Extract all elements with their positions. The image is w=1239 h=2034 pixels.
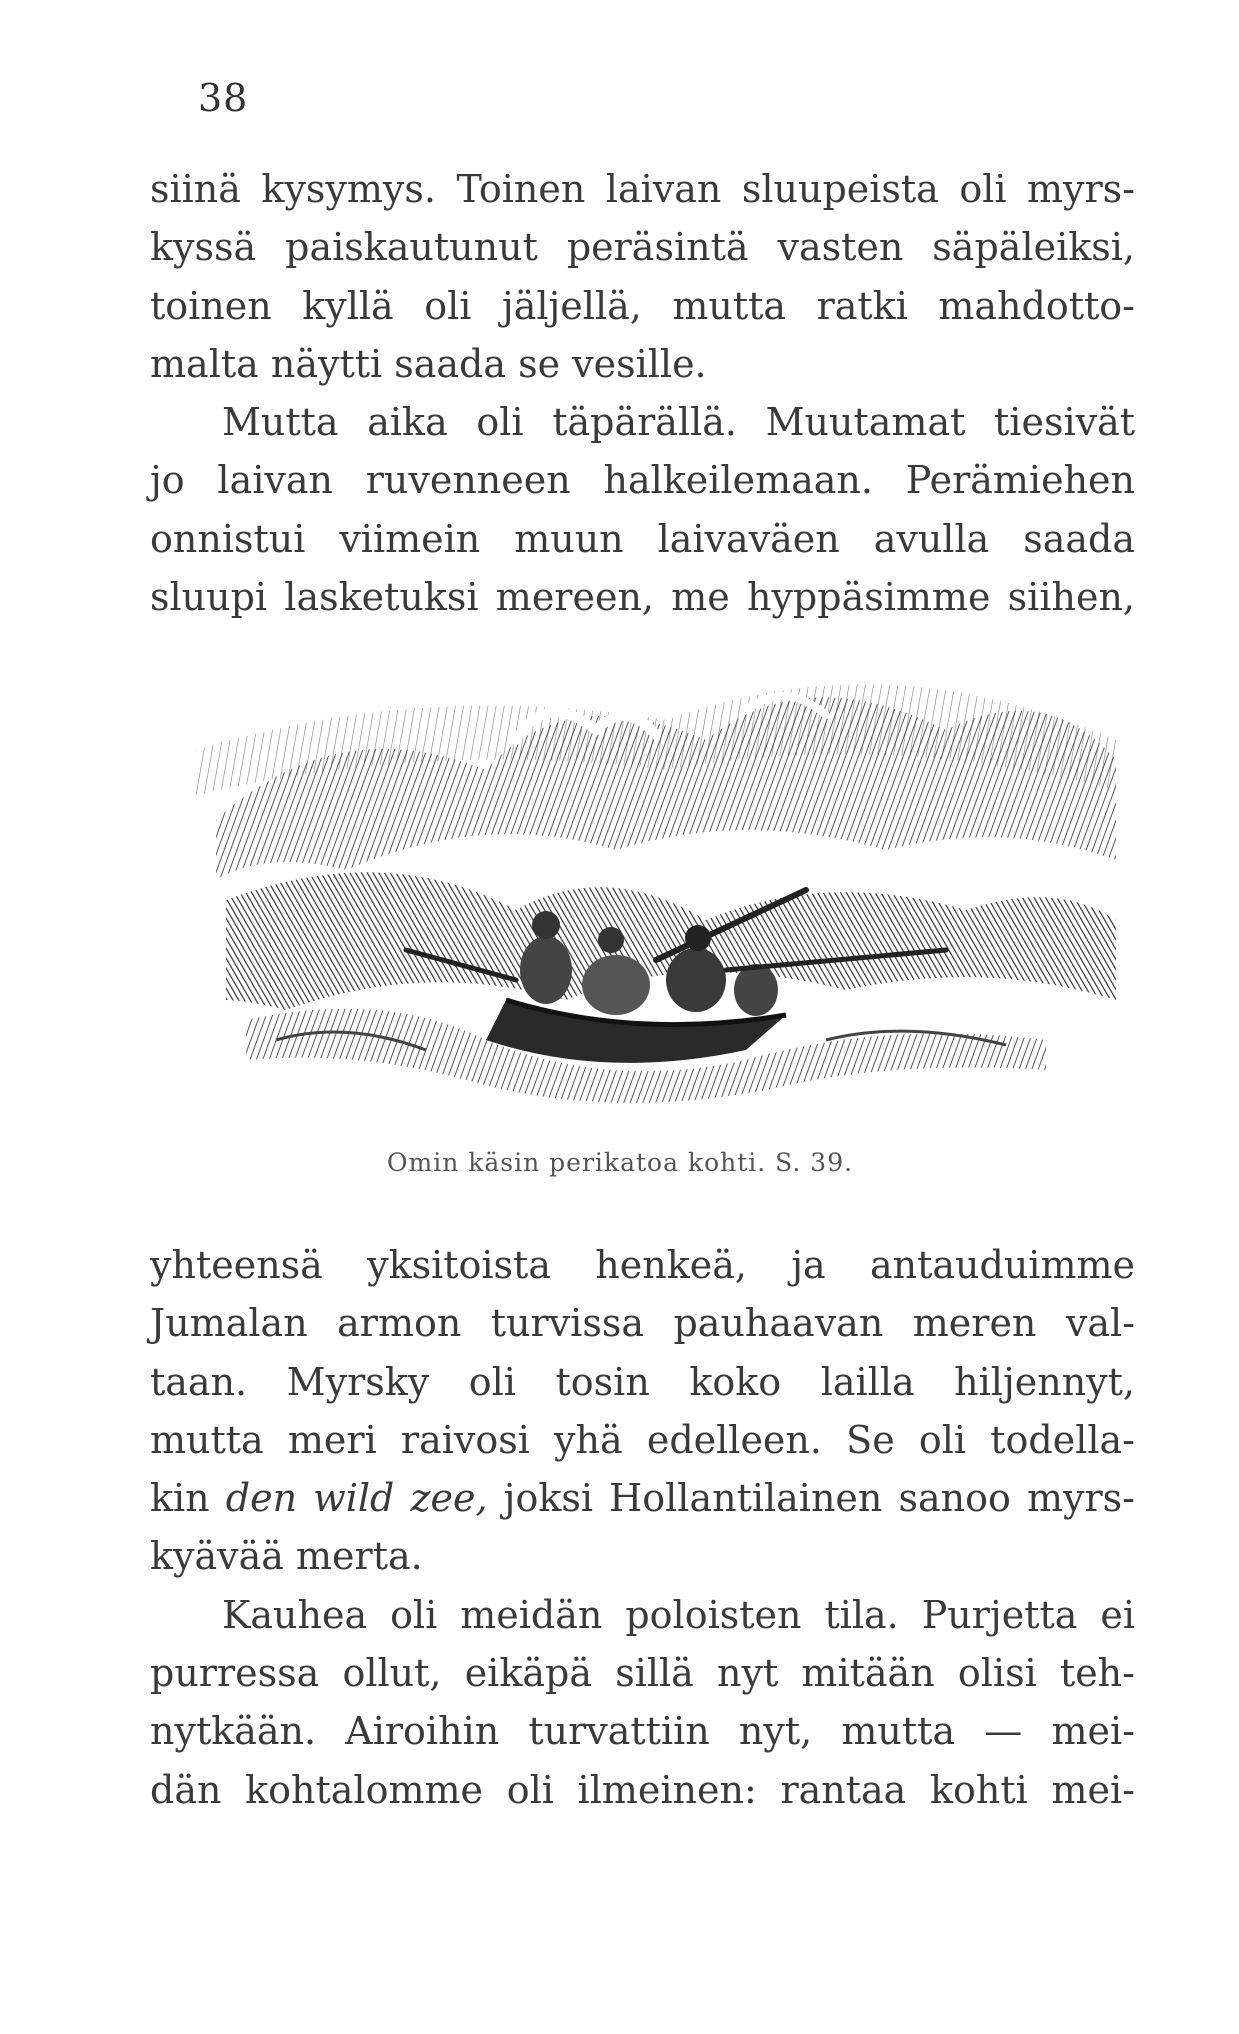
text-line: dän kohtalomme oli ilmeinen: rantaa kohti mei- — [150, 1767, 1135, 1812]
text-line: sluupi lasketuksi mereen, me hyppäsimme siihen, — [150, 575, 1135, 620]
text-line — [150, 1469, 1135, 1527]
text-line: Mutta aika oli täpärällä. Muutamat tiesivät — [222, 400, 1135, 445]
foreign-phrase: den wild zee, — [225, 1476, 488, 1521]
text-line: purressa ollut, eikäpä sillä nyt mitään olisi teh- — [150, 1651, 1135, 1696]
text-line: kyävää merta. — [150, 1534, 423, 1579]
text-line: onnistui viimein muun laivaväen avulla saada — [150, 516, 1135, 561]
text-line: siinä kysymys. Toinen laivan sluupeista oli myrs- — [150, 167, 1135, 211]
text-line: kyssä paiskautunut peräsintä vasten säpäleiksi, — [150, 225, 1135, 270]
text-block-top — [150, 160, 1135, 626]
text-line: Kauhea oli meidän poloisten tila. Purjetta ei — [222, 1592, 1135, 1637]
text-line: nytkään. Airoihin turvattiin nyt, mutta — mei- — [150, 1709, 1135, 1754]
text-line: mutta meri raivosi yhä edelleen. Se oli todella- — [150, 1417, 1135, 1462]
text-fragment: joksi Hollantilainen sanoo myrs- — [487, 1476, 1136, 1521]
text-fragment: kin — [150, 1476, 226, 1521]
text-block-bottom — [150, 1236, 1135, 1819]
engraving-boat-in-storm-icon — [186, 620, 1146, 1120]
page-number: 38 — [198, 76, 249, 120]
text-line: yhteensä yksitoista henkeä, ja antauduimme — [150, 1243, 1135, 1287]
text-line: jo laivan ruvenneen halkeilemaan. Perämiehen — [150, 458, 1135, 503]
text-line: Jumalan armon turvissa pauhaavan meren val- — [150, 1301, 1135, 1346]
illustration-caption: Omin käsin perikatoa kohti. S. 39. — [387, 1148, 854, 1177]
text-line: malta näytti saada se vesille. — [150, 341, 707, 386]
text-line: toinen kyllä oli jäljellä, mutta ratki mahdotto- — [150, 283, 1135, 328]
text-line: taan. Myrsky oli tosin koko lailla hiljennyt, — [150, 1359, 1135, 1404]
